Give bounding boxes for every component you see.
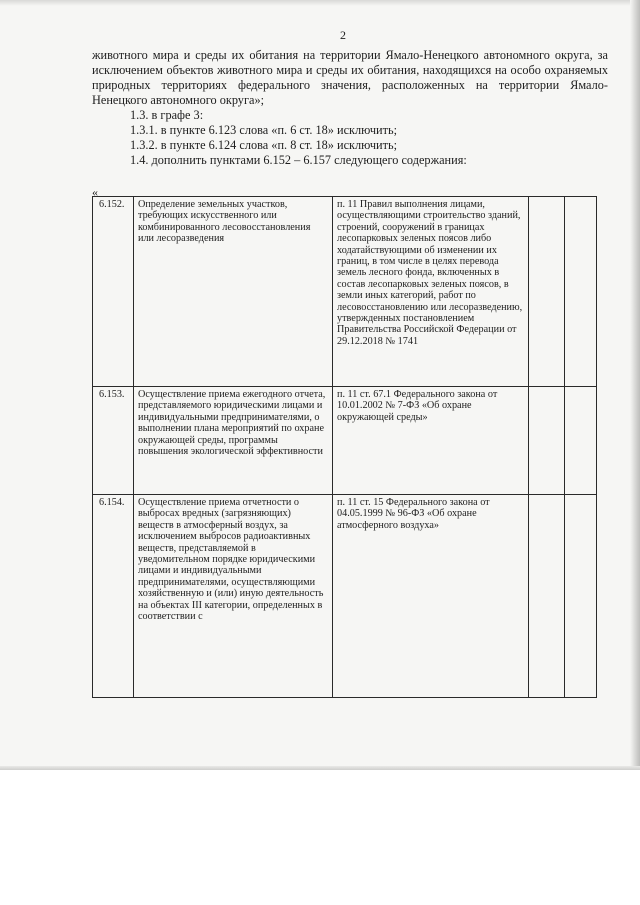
table-row	[93, 495, 597, 698]
item-col5	[565, 387, 597, 495]
item-name: Осуществление приема ежегодного отчета, представляемого юридическими лицами и индивидуальными предпринимателями, о выполнении плана мероприятий по охране окружающей среды, программы повышения экологической эффективности	[134, 387, 333, 495]
scan-page-edge	[0, 766, 640, 770]
table-row	[93, 197, 597, 387]
scan-shadow-right	[630, 0, 640, 770]
item-number: 6.154.	[93, 495, 134, 698]
paragraph: 1.3.1. в пункте 6.123 слова «п. 6 ст. 18» исключить;	[130, 123, 398, 137]
item-number: 6.152.	[93, 197, 134, 387]
paragraph: животного мира и среды их обитания на территории Ямало-Ненецкого автономного округа, за исключением объектов животного мира и среды их обитания, находящихся на особо охраняемых природных территориях федерального значения, расположенных на территории Ямало-Ненецкого автономного округа»;	[92, 48, 608, 107]
paragraph: 1.3.2. в пункте 6.124 слова «п. 8 ст. 18» исключить;	[130, 138, 398, 152]
item-number: 6.153.	[93, 387, 134, 495]
item-col4	[529, 387, 565, 495]
item-name: Определение земельных участков, требующих искусственного или комбинированного лесовосстановления или лесоразведения	[134, 197, 333, 387]
paragraph: 1.3. в графе 3:	[130, 108, 204, 122]
opening-quote: «	[92, 185, 98, 199]
item-col4	[529, 495, 565, 698]
item-col5	[565, 495, 597, 698]
item-legal-basis: п. 11 ст. 67.1 Федерального закона от 10.01.2002 № 7-ФЗ «Об охране окружающей среды»	[333, 387, 529, 495]
item-col4	[529, 197, 565, 387]
item-legal-basis: п. 11 ст. 15 Федерального закона от 04.05.1999 № 96-ФЗ «Об охране атмосферного воздуха»	[333, 495, 529, 698]
table-row	[93, 387, 597, 495]
amendments-table	[92, 196, 597, 698]
page-number: 2	[340, 28, 346, 42]
body-text	[92, 48, 608, 168]
scan-shadow-top	[0, 0, 640, 6]
item-legal-basis: п. 11 Правил выполнения лицами, осуществляющими строительство зданий, строений, сооружений в границах лесопарковых зеленых поясов либо ходатайствующими об изменении их границ, в том числе в целях перевода земель лесного фонда, включенных в состав лесопарковых зеленых поясов, в земли иных категорий, работ по лесовосстановлению или лесоразведению, утвержденных постановлением Правительства Российской Федерации от 29.12.2018 № 1741	[333, 197, 529, 387]
item-name: Осуществление приема отчетности о выбросах вредных (загрязняющих) веществ в атмосферный воздух, за исключением выбросов радиоактивных веществ, представляемой в уведомительном порядке юридическими лицами и индивидуальными предпринимателями, осуществляющими хозяйственную и (или) иную деятельность на объектах III категории, определенных в соответствии с	[134, 495, 333, 698]
paragraph: 1.4. дополнить пунктами 6.152 – 6.157 следующего содержания:	[130, 153, 467, 167]
item-col5	[565, 197, 597, 387]
